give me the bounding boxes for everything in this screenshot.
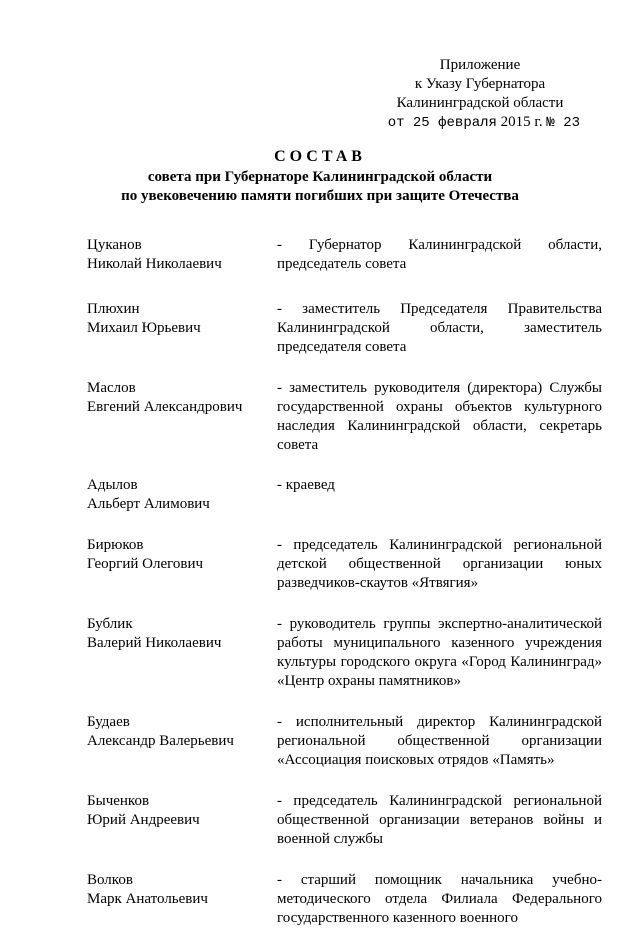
date-year: 2015 г. [500, 114, 543, 130]
title-line-2: по увековечению памяти погибших при защите Отечества [121, 188, 519, 204]
member-surname: Волков [87, 872, 133, 888]
member-given: Георгий Олегович [87, 556, 204, 572]
member-given: Валерий Николаевич [87, 635, 222, 651]
member-role: - председатель Калининградской региональной детской общественной организации юных разведчиков-скаутов «Ятвягия» [277, 537, 602, 591]
member-role: - руководитель группы экспертно-аналитической работы муниципального казенного учреждения культуры городского округа «Город Калининград» «Центр охраны памятников» [277, 616, 602, 689]
member-given: Александр Валерьевич [87, 733, 234, 749]
member-given: Юрий Андреевич [87, 812, 200, 828]
member-row [87, 871, 602, 928]
member-name [87, 300, 277, 357]
members-list [87, 236, 602, 928]
member-name [87, 536, 277, 593]
member-role: - краевед [277, 477, 335, 493]
document-title [0, 147, 640, 206]
member-row [87, 713, 602, 770]
member-row [87, 300, 602, 357]
appendix-line-2: к Указу Губернатора [414, 76, 546, 92]
title-main: СОСТАВ [274, 148, 366, 165]
member-row [87, 379, 602, 455]
member-surname: Бублик [87, 616, 133, 632]
member-surname: Плюхин [87, 301, 140, 317]
appendix-line-3: Калининградской области [396, 95, 564, 111]
member-given: Альберт Алимович [87, 496, 210, 512]
member-name [87, 615, 277, 691]
member-given: Марк Анатольевич [87, 891, 208, 907]
date-number: № 23 [546, 115, 580, 131]
member-name [87, 236, 277, 274]
member-surname: Будаев [87, 714, 130, 730]
member-surname: Бирюков [87, 537, 144, 553]
member-role: - заместитель руководителя (директора) Службы государственной охраны объектов культурного наследия Калининградской области, секретарь совета [277, 380, 602, 453]
member-name [87, 792, 277, 849]
member-surname: Адылов [87, 477, 138, 493]
member-name [87, 871, 277, 928]
member-surname: Цуканов [87, 237, 142, 253]
member-row [87, 476, 602, 514]
member-role: - председатель Калининградской региональной общественной организации ветеранов войны и военной службы [277, 793, 602, 847]
member-row [87, 792, 602, 849]
member-surname: Быченков [87, 793, 150, 809]
appendix-line-1: Приложение [439, 57, 521, 73]
member-surname: Маслов [87, 380, 136, 396]
member-given: Михаил Юрьевич [87, 320, 201, 336]
member-role: - исполнительный директор Калининградской региональной общественной организации «Ассоциация поисковых отрядов «Память» [277, 714, 602, 768]
member-name [87, 379, 277, 455]
member-row [87, 536, 602, 593]
member-row [87, 236, 602, 274]
appendix-header [380, 56, 580, 133]
member-given: Николай Николаевич [87, 256, 222, 272]
date-prefix: от 25 февраля [387, 115, 497, 131]
member-row [87, 615, 602, 691]
member-name [87, 713, 277, 770]
member-role: - старший помощник начальника учебно-методического отдела Филиала Федерального государственного казенного военного [277, 872, 602, 926]
member-role: - Губернатор Калининградской области, председатель совета [277, 237, 602, 272]
member-name [87, 476, 277, 514]
member-given: Евгений Александрович [87, 399, 243, 415]
appendix-date [340, 113, 580, 133]
member-role: - заместитель Председателя Правительства Калининградской области, заместитель председателя совета [277, 301, 602, 355]
title-line-1: совета при Губернаторе Калининградской области [147, 169, 493, 185]
